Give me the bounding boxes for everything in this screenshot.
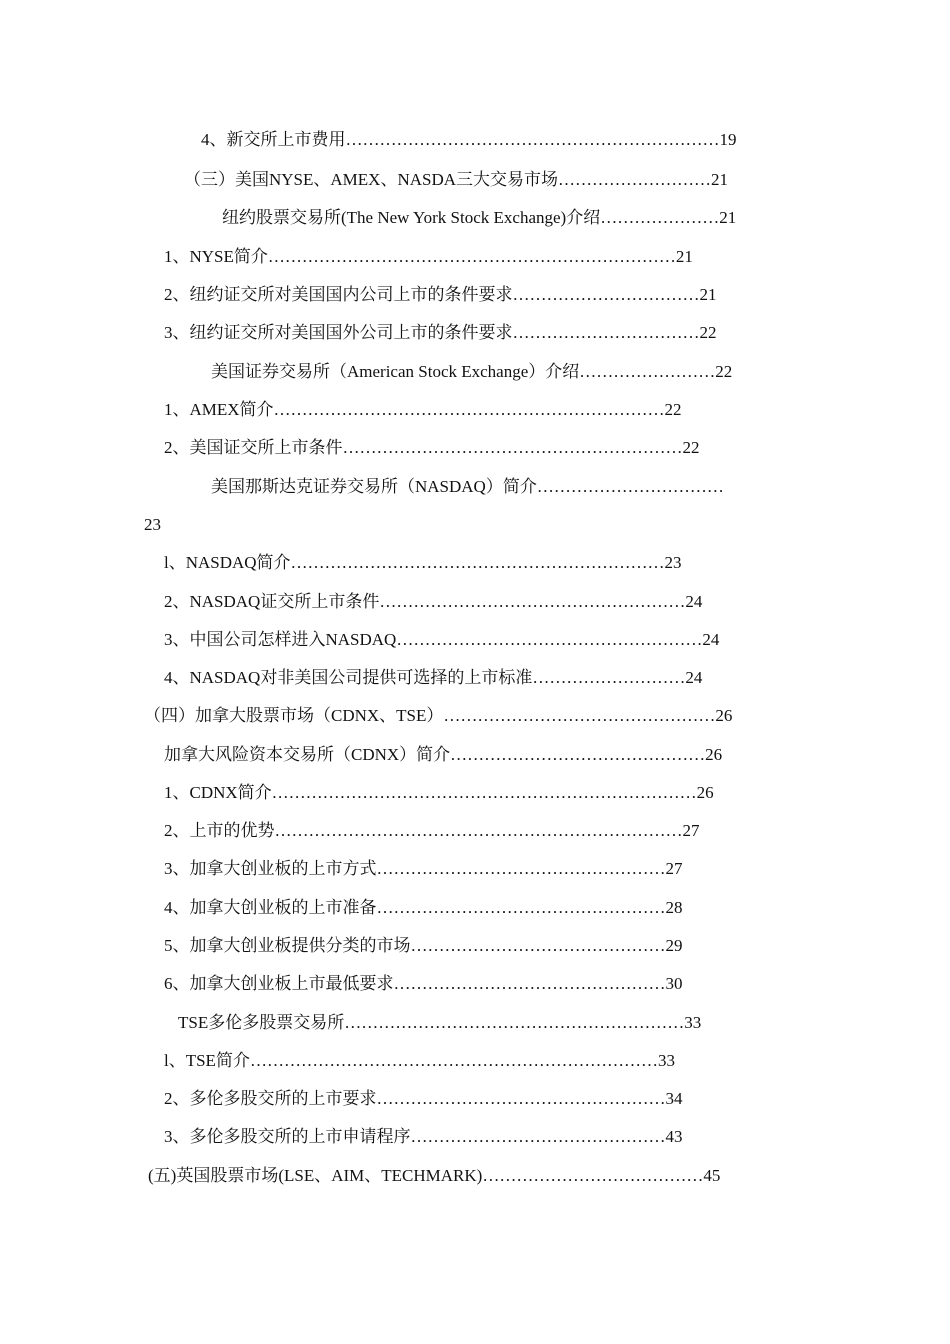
toc-entry: 2、多伦多股交所的上市要求……………………………………………34: [164, 1089, 683, 1108]
toc-entry: TSE多伦多股票交易所……………………………………………………33: [178, 1013, 702, 1032]
toc-entry: 2、美国证交所上市条件……………………………………………………22: [164, 438, 700, 457]
toc-entry: （四）加拿大股票市场（CDNX、TSE）…………………………………………26: [144, 706, 733, 725]
toc-entry: 美国那斯达克证券交易所（NASDAQ）简介……………………………: [211, 477, 724, 496]
toc-entry: 3、中国公司怎样进入NASDAQ………………………………………………24: [164, 630, 720, 649]
toc-entry: l、TSE简介………………………………………………………………33: [164, 1051, 675, 1070]
toc-entry: 3、多伦多股交所的上市申请程序………………………………………43: [164, 1127, 683, 1146]
toc-entry: (五)英国股票市场(LSE、AIM、TECHMARK)…………………………………45: [148, 1166, 721, 1185]
toc-entry: 4、加拿大创业板的上市准备……………………………………………28: [164, 898, 683, 917]
toc-entry: l、NASDAQ简介…………………………………………………………23: [164, 553, 682, 572]
toc-entry: 2、上市的优势………………………………………………………………27: [164, 821, 700, 840]
toc-entry: 1、NYSE简介………………………………………………………………21: [164, 247, 693, 266]
toc-entry: 6、加拿大创业板上市最低要求…………………………………………30: [164, 974, 683, 993]
toc-entry: 美国证券交易所（American Stock Exchange）介绍……………………22: [211, 362, 733, 381]
toc-entry: 5、加拿大创业板提供分类的市场………………………………………29: [164, 936, 683, 955]
toc-entry: 2、NASDAQ证交所上市条件………………………………………………24: [164, 592, 703, 611]
toc-entry: 纽约股票交易所(The New York Stock Exchange)介绍…………………21: [222, 208, 737, 227]
toc-entry: （三）美国NYSE、AMEX、NASDA三大交易市场………………………21: [184, 170, 729, 189]
toc-entry: 1、AMEX简介……………………………………………………………22: [164, 400, 682, 419]
toc-entry: 加拿大风险资本交易所（CDNX）简介………………………………………26: [164, 745, 723, 764]
toc-entry: 23: [144, 515, 161, 534]
toc-entry: 3、加拿大创业板的上市方式……………………………………………27: [164, 859, 683, 878]
toc-entry: 4、NASDAQ对非美国公司提供可选择的上市标准………………………24: [164, 668, 703, 687]
toc-entry: 1、CDNX简介…………………………………………………………………26: [164, 783, 714, 802]
toc-entry: 4、新交所上市费用…………………………………………………………19: [201, 130, 737, 149]
toc-entry: 3、纽约证交所对美国国外公司上市的条件要求……………………………22: [164, 323, 717, 342]
toc-entry: 2、纽约证交所对美国国内公司上市的条件要求……………………………21: [164, 285, 717, 304]
